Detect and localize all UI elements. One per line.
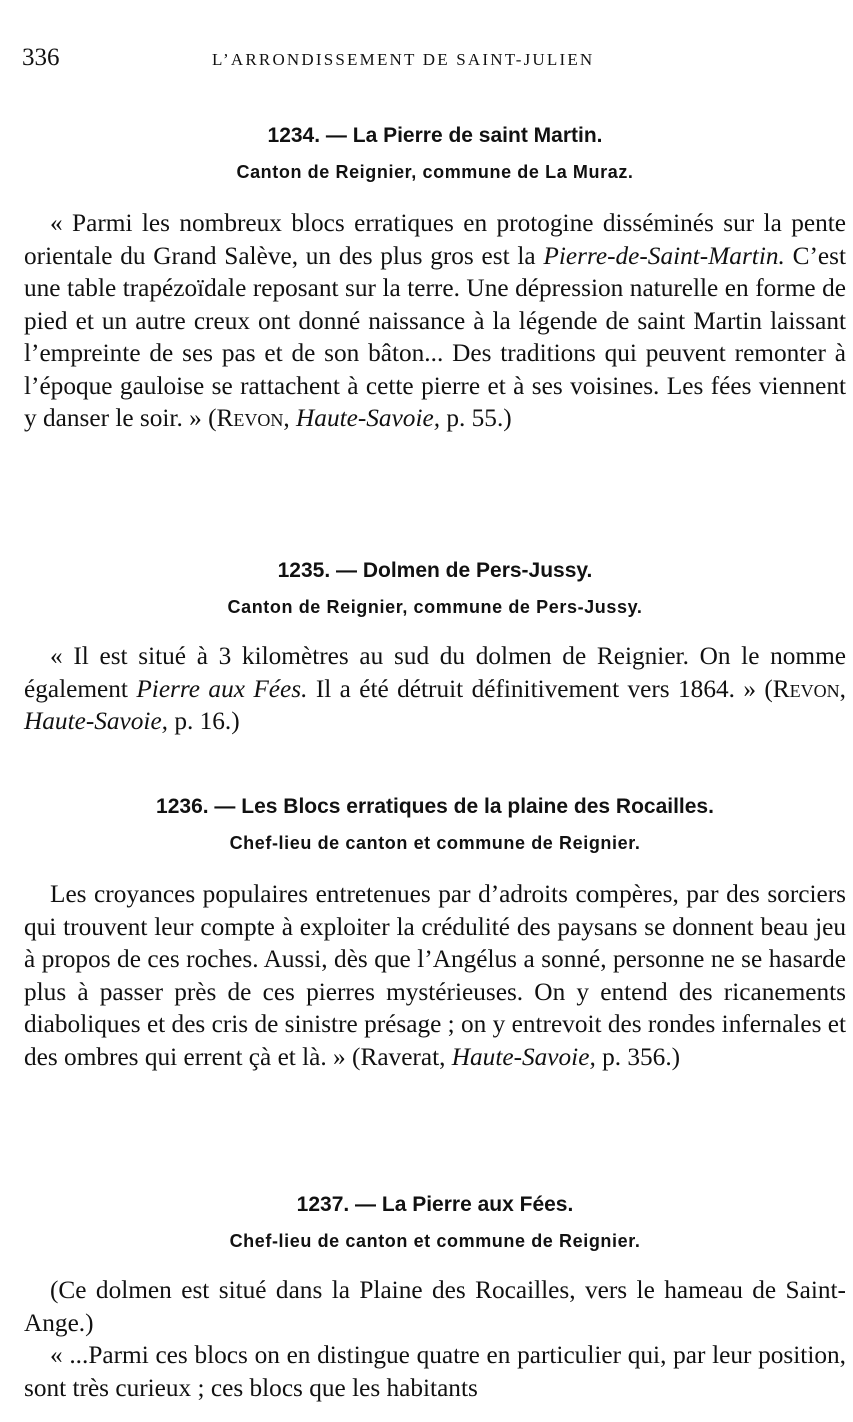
work-title: Haute-Savoie, — [24, 707, 168, 735]
paragraph — [24, 1339, 846, 1404]
italic-text: Pierre-de-Saint-Martin. — [543, 241, 785, 270]
section-location: Chef-lieu de canton et commune de Reignier. — [229, 833, 641, 853]
section-location: Canton de Reignier, commune de La Muraz. — [236, 162, 634, 182]
paragraph — [24, 878, 846, 1073]
text-run: , — [839, 674, 846, 703]
section-title: 1237. — La Pierre aux Fées. — [296, 1193, 574, 1216]
page-header — [22, 44, 842, 84]
text-run: « ...Parmi ces blocs on en distingue quatre en particulier qui, par leur position, sont très curieux ; ces blocs que les habitants — [24, 1341, 846, 1402]
paragraph — [24, 207, 846, 435]
paragraph — [24, 640, 846, 738]
section-title: 1234. — La Pierre de saint Martin. — [267, 124, 603, 147]
text-run: p. 16.) — [168, 707, 240, 735]
author-name: Revon — [216, 404, 284, 432]
text-run: p. 55.) — [440, 404, 512, 432]
section-1235 — [24, 559, 846, 738]
text-run: « Parmi les nombreux blocs erratiques en protogine disséminés sur la pente orientale du Grand Salève, un des plus gros est la — [24, 209, 846, 270]
text-run: C’est une table trapézoïdale reposant sur la terre. Une dépression naturelle en forme de pied et un autre creux ont donné naissance à la légende de saint Martin laissant l’empreinte de ses pas et de son bâton... Des traditions qui peuvent remonter à l’époque gauloise se rattachent à cette pierre et à ses voisines. Les fées viennent y danser le soir. » ( — [24, 241, 846, 432]
section-location: Chef-lieu de canton et commune de Reignier. — [229, 1231, 641, 1251]
running-head: L’ARRONDISSEMENT DE SAINT-JULIEN — [212, 50, 595, 69]
text-run: Les croyances populaires entretenues par d’adroits compères, par des sorciers qui trouvent leur compte à exploiter la crédulité des paysans se donnent beau jeu à propos de ces roches. Aussi, dès que l’Angélus a sonné, personne ne se hasarde plus à passer près de ces pierres mystérieuses. On y entend des ricanements diaboliques et des cris de sinistre présage ; on y entrevoit des rondes infernales et des ombres qui errent çà et là. » (Raverat, — [24, 880, 846, 1071]
section-1237 — [24, 1193, 846, 1404]
page-number: 336 — [22, 44, 60, 71]
section-1236 — [24, 795, 846, 1073]
work-title: Haute-Savoie, — [451, 1042, 596, 1071]
text-run: (Ce dolmen est situé dans la Plaine des Rocailles, vers le hameau de Saint-Ange.) — [24, 1276, 846, 1337]
work-title: Haute-Savoie, — [296, 404, 441, 432]
italic-text: Pierre aux Fées. — [136, 674, 308, 703]
section-title: 1236. — Les Blocs erratiques de la plaine des Rocailles. — [156, 795, 714, 818]
text-run: , — [283, 404, 297, 432]
section-location: Canton de Reignier, commune de Pers-Jussy. — [227, 597, 643, 617]
paragraph — [24, 1274, 846, 1339]
section-1234 — [24, 124, 846, 435]
text-run: Il a été détruit définitivement vers 1864. » ( — [307, 674, 773, 703]
text-run: « Il est situé à 3 kilomètres au sud du dolmen de Reignier. On le nomme également — [24, 642, 846, 703]
section-title: 1235. — Dolmen de Pers-Jussy. — [277, 559, 593, 582]
author-name: Revon — [772, 674, 840, 703]
text-run: p. 356.) — [595, 1042, 681, 1071]
